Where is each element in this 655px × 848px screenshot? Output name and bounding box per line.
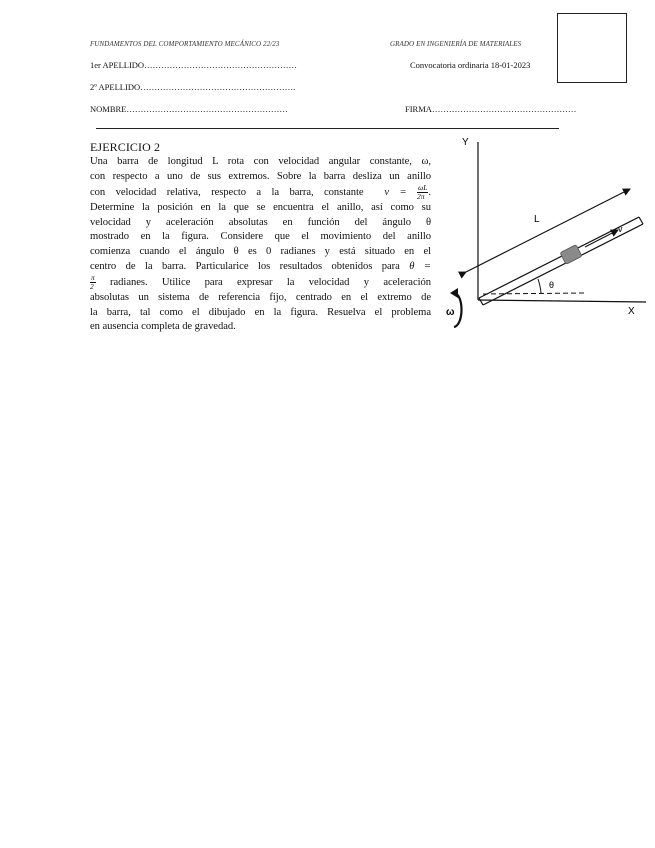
formula-v-numerator: ωL [418, 183, 428, 193]
length-label: L [534, 214, 540, 225]
statement-line-text: con velocidad relativa, respecto a la barra, constante [90, 187, 364, 199]
exercise-statement [90, 155, 431, 335]
statement-line [90, 274, 431, 291]
signature-field: FIRMA…………………………………………… [405, 104, 577, 114]
exam-call: Convocatoria ordinaria 18-01-2023 [410, 60, 531, 70]
statement-line: absolutas un sistema de referencia fijo, centrado en el extremo de [90, 292, 431, 304]
statement-line: con respecto a uno de sus extremos. Sobre la barra desliza un anillo [90, 170, 431, 182]
formula-v-lhs: v = [384, 187, 407, 199]
angle-label: θ [549, 280, 555, 290]
y-axis-label: Y [462, 137, 469, 148]
course-title: FUNDAMENTOS DEL COMPORTAMIENTO MECÁNICO 22/23 [90, 40, 280, 48]
statement-line-text: radianes. Utilice para expresar la velocidad y aceleración [110, 277, 431, 289]
statement-line [90, 260, 431, 275]
statement-line: Una barra de longitud L rota con velocidad angular constante, ω, [90, 156, 431, 167]
grade-box [557, 13, 627, 83]
header-divider [96, 128, 559, 129]
length-arrow [466, 189, 630, 272]
statement-line: comienza cuando el ángulo θ es 0 radianes y está situado en el [90, 245, 431, 257]
surname2-field: 2º APELLIDO………………………………………………. [90, 82, 296, 92]
rotation-arrow [454, 293, 462, 327]
name-field: NOMBRE………………………………………………… [90, 104, 288, 114]
formula-theta-denominator: 2 [90, 282, 94, 292]
exercise-title: EJERCICIO 2 [90, 140, 161, 154]
degree-title: GRADO EN INGENIERÍA DE MATERIALES [390, 40, 522, 48]
statement-line: la barra, tal como el dibujado en la figura. Resuelva el problema [90, 306, 431, 318]
rotating-bar-figure [438, 132, 648, 332]
x-axis-label: X [628, 306, 635, 317]
surname1-field: 1er APELLIDO……………………………………………… [90, 60, 298, 70]
statement-line: Determine la posición en la que se encuentra el anillo, así como su [90, 202, 431, 214]
horizontal-reference-line [483, 293, 584, 294]
formula-v-denominator: 2π [417, 192, 425, 202]
formula-theta-fraction [90, 274, 96, 291]
statement-line: mostrado en la figura. Considere que el movimiento del anillo [90, 231, 431, 243]
omega-label: ω [446, 307, 455, 318]
statement-line: velocidad y aceleración absolutas en función del ángulo θ [90, 216, 431, 228]
angle-arc [538, 279, 541, 293]
formula-theta-lhs: θ = [409, 260, 431, 272]
formula-theta-numerator: π [91, 273, 95, 283]
rotation-arrowhead [450, 288, 458, 298]
statement-line: en ausencia completa de gravedad. [90, 321, 236, 333]
velocity-label: v [618, 224, 623, 234]
statement-line-text: centro de la barra. Particularice los resultados obtenidos para [90, 260, 400, 272]
formula-v-fraction [417, 184, 428, 201]
statement-line: con velocidad relativa, respecto a la barra, constante v = $\frac{\omega L}{2\pi}$ . [90, 183, 432, 202]
x-axis [478, 300, 646, 302]
